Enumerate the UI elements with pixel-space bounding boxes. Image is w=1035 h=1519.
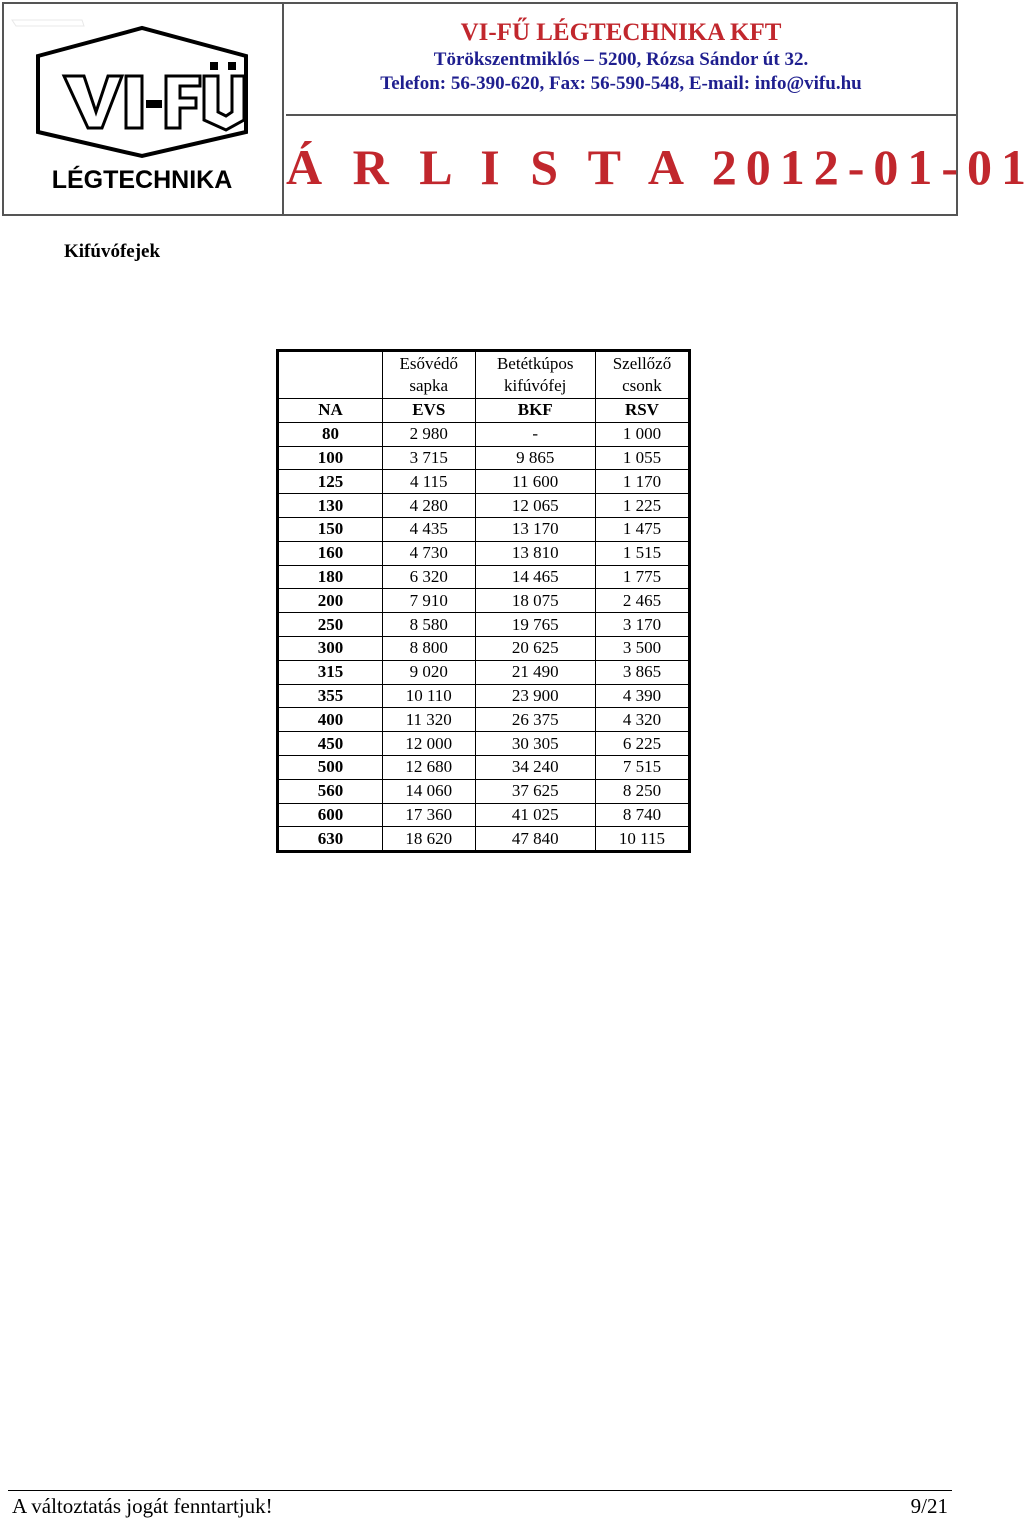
table-row [278, 660, 690, 684]
price-cell: 11 320 [383, 708, 476, 732]
price-cell: 12 680 [383, 755, 476, 779]
price-cell: 9 865 [475, 446, 595, 470]
size-cell: 400 [278, 708, 383, 732]
price-cell: 1 225 [595, 494, 689, 518]
company-name: VI-FŰ LÉGTECHNIKA KFT [460, 19, 782, 46]
company-logo [4, 4, 284, 214]
table-header-cell [595, 351, 689, 399]
size-cell: 315 [278, 660, 383, 684]
size-cell: 300 [278, 636, 383, 660]
price-cell: 9 020 [383, 660, 476, 684]
code-cell: RSV [595, 399, 689, 423]
price-cell: 6 320 [383, 565, 476, 589]
header-line: Szellőző [612, 354, 672, 373]
size-cell: 250 [278, 613, 383, 637]
price-cell: 26 375 [475, 708, 595, 732]
table-header-row [278, 351, 690, 399]
price-cell: 4 435 [383, 517, 476, 541]
table-row [278, 755, 690, 779]
price-cell: 23 900 [475, 684, 595, 708]
price-cell: 3 865 [595, 660, 689, 684]
page-header [2, 2, 1035, 216]
price-cell: 37 625 [475, 779, 595, 803]
price-cell: 10 110 [383, 684, 476, 708]
price-cell: 34 240 [475, 755, 595, 779]
price-cell: 20 625 [475, 636, 595, 660]
header-line: kifúvófej [504, 376, 567, 395]
company-info [286, 4, 956, 116]
size-cell: 150 [278, 517, 383, 541]
price-cell: 8 250 [595, 779, 689, 803]
company-contact: Telefon: 56-390-620, Fax: 56-590-548, E-mail: info@vifu.hu [380, 73, 862, 94]
price-cell: 13 170 [475, 517, 595, 541]
price-cell: - [475, 422, 595, 446]
price-cell: 18 075 [475, 589, 595, 613]
size-cell: 560 [278, 779, 383, 803]
header-line: Esővédő [399, 354, 459, 373]
header-line: Betétkúpos [496, 354, 574, 373]
table-row [278, 613, 690, 637]
price-cell: 6 225 [595, 732, 689, 756]
logo-wordmark: LÉGTECHNIKA [51, 166, 233, 194]
table-code-row [278, 399, 690, 423]
table-row [278, 541, 690, 565]
table-row [278, 732, 690, 756]
table-body [278, 422, 690, 851]
price-cell: 3 170 [595, 613, 689, 637]
price-cell: 1 775 [595, 565, 689, 589]
table-row [278, 708, 690, 732]
table-header-cell [383, 351, 476, 399]
table-row [278, 779, 690, 803]
price-cell: 21 490 [475, 660, 595, 684]
table-row [278, 422, 690, 446]
size-cell: 500 [278, 755, 383, 779]
price-cell: 12 000 [383, 732, 476, 756]
table-header-cell [475, 351, 595, 399]
code-cell: EVS [383, 399, 476, 423]
price-cell: 47 840 [475, 827, 595, 852]
price-cell: 1 170 [595, 470, 689, 494]
table-row [278, 446, 690, 470]
size-cell: 600 [278, 803, 383, 827]
footer-note: A változtatás jogát fenntartjuk! [12, 1494, 273, 1518]
price-cell: 4 320 [595, 708, 689, 732]
price-cell: 3 500 [595, 636, 689, 660]
table-header-cell [278, 351, 383, 399]
table-row [278, 494, 690, 518]
table-row [278, 589, 690, 613]
price-cell: 14 465 [475, 565, 595, 589]
price-cell: 2 465 [595, 589, 689, 613]
price-cell: 1 515 [595, 541, 689, 565]
header-line: csonk [622, 376, 662, 395]
table-row [278, 517, 690, 541]
price-cell: 18 620 [383, 827, 476, 852]
price-cell: 17 360 [383, 803, 476, 827]
header-line: sapka [409, 376, 449, 395]
price-cell: 1 000 [595, 422, 689, 446]
price-cell: 7 910 [383, 589, 476, 613]
price-cell: 4 730 [383, 541, 476, 565]
price-cell: 13 810 [475, 541, 595, 565]
size-cell: 450 [278, 732, 383, 756]
table-row [278, 565, 690, 589]
price-list-title: Á R L I S T A 2012-01-01 [286, 139, 1035, 195]
logo-icon [4, 4, 280, 210]
price-cell: 41 025 [475, 803, 595, 827]
size-cell: 160 [278, 541, 383, 565]
price-cell: 11 600 [475, 470, 595, 494]
page-number: 9/21 [910, 1494, 948, 1518]
price-cell: 4 280 [383, 494, 476, 518]
table-row [278, 827, 690, 852]
footer-divider [8, 1490, 952, 1491]
price-table [276, 349, 691, 853]
code-cell: NA [278, 399, 383, 423]
size-cell: 100 [278, 446, 383, 470]
size-cell: 180 [278, 565, 383, 589]
price-cell: 1 055 [595, 446, 689, 470]
table-row [278, 470, 690, 494]
price-cell: 8 740 [595, 803, 689, 827]
company-address: Törökszentmiklós – 5200, Rózsa Sándor út 32. [433, 49, 809, 70]
code-cell: BKF [475, 399, 595, 423]
price-cell: 19 765 [475, 613, 595, 637]
size-cell: 130 [278, 494, 383, 518]
price-cell: 12 065 [475, 494, 595, 518]
size-cell: 200 [278, 589, 383, 613]
price-cell: 10 115 [595, 827, 689, 852]
price-cell: 2 980 [383, 422, 476, 446]
table-row [278, 803, 690, 827]
size-cell: 355 [278, 684, 383, 708]
table-row [278, 684, 690, 708]
price-cell: 4 115 [383, 470, 476, 494]
price-cell: 7 515 [595, 755, 689, 779]
price-cell: 4 390 [595, 684, 689, 708]
price-cell: 3 715 [383, 446, 476, 470]
price-cell: 8 800 [383, 636, 476, 660]
price-cell: 14 060 [383, 779, 476, 803]
table-row [278, 636, 690, 660]
section-title: Kifúvófejek [64, 241, 161, 262]
price-cell: 8 580 [383, 613, 476, 637]
price-cell: 30 305 [475, 732, 595, 756]
size-cell: 630 [278, 827, 383, 852]
size-cell: 125 [278, 470, 383, 494]
size-cell: 80 [278, 422, 383, 446]
price-cell: 1 475 [595, 517, 689, 541]
